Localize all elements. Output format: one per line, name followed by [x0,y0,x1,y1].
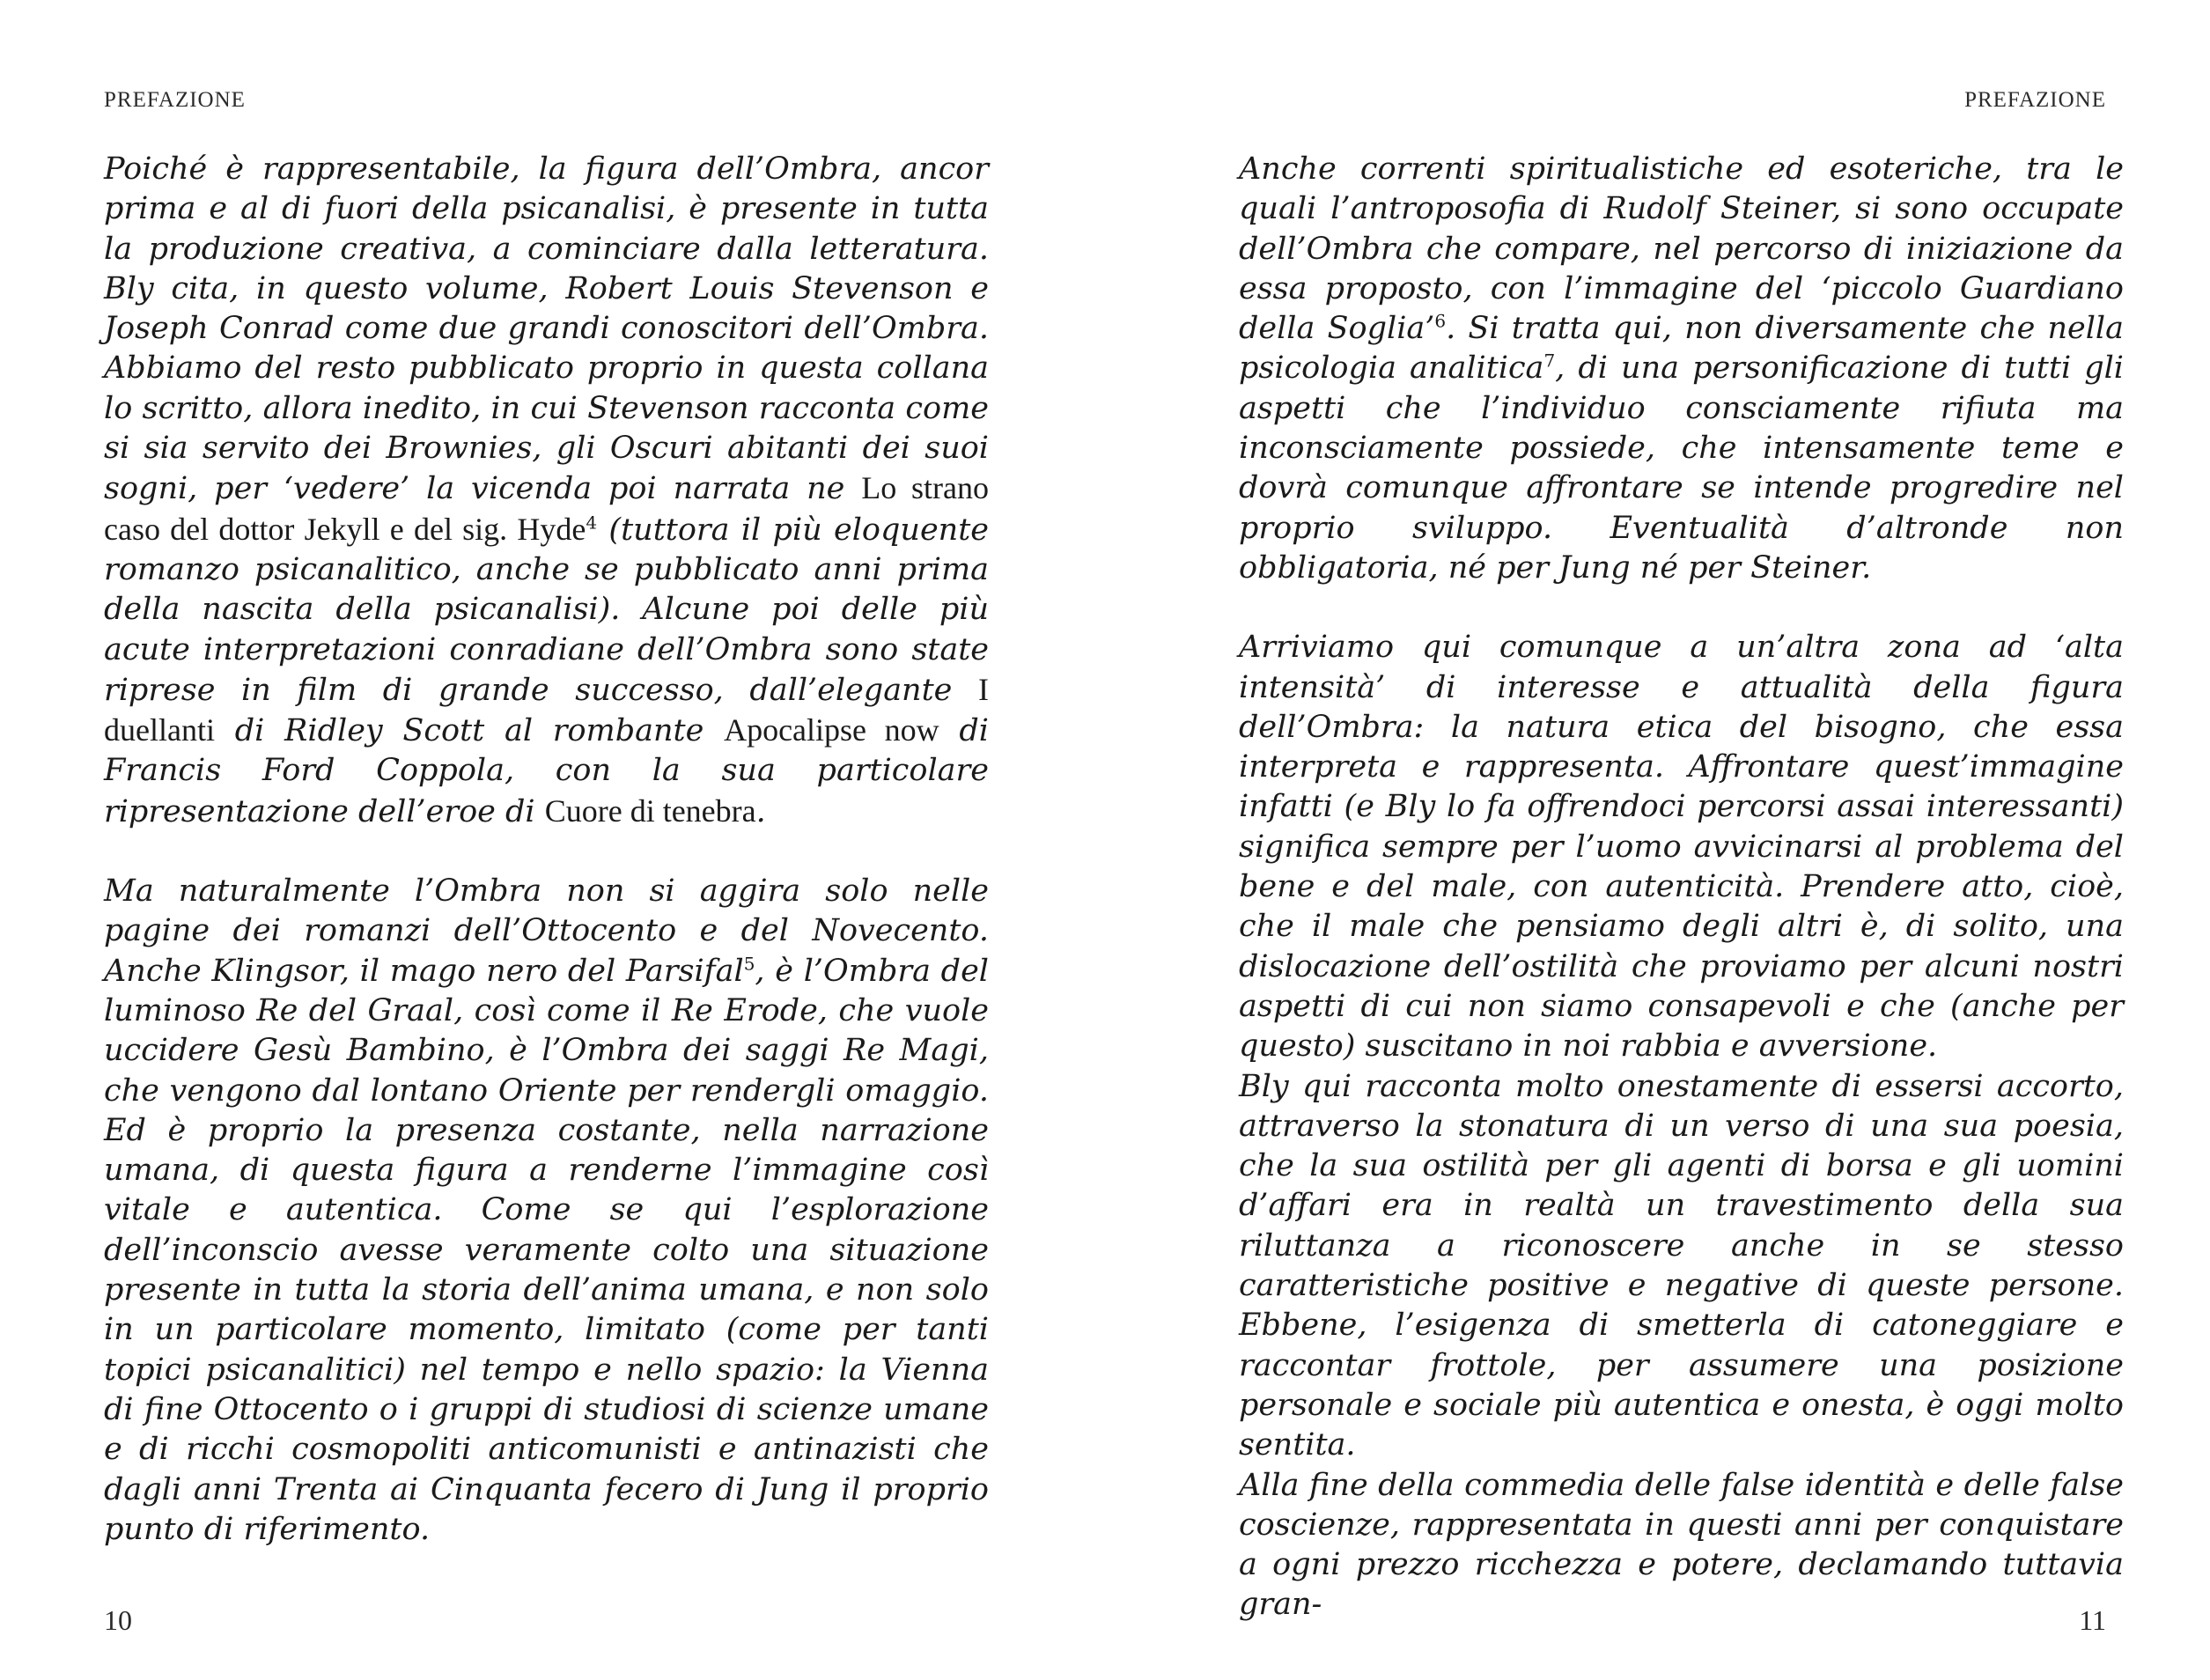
footnote-ref: 6 [1434,310,1447,332]
right-page [1105,0,2210,1680]
book-title: Cuore di tenebra [544,792,756,829]
paragraph [104,150,989,832]
text-run: di Ridley Scott al rombante [214,713,725,749]
book-title: Lo strano caso del dottor Jekyll e del sig. Hyde [104,470,990,547]
paragraph: Alla fine della commedia delle false identità e delle false coscienze, rappresentata in questi anni per conquistare a ogni prezzo ricchezza e potere, declamando tuttavia gran- [1239,1467,2124,1623]
page-body [104,150,989,1550]
footnote-ref: 4 [586,512,598,534]
paragraph [104,872,989,1550]
film-title: Apocalipse now [724,712,939,748]
text-run: Anche correnti spiritualistiche ed esoteriche, tra le quali l’antroposofia di Rudolf Steiner, si sono occupate dell’Ombra che compare, nel percorso di iniziazione da essa proposto, con l’immagine del ‘piccolo Guardiano della Soglia’ [1239,151,2124,347]
page-number: 10 [104,1604,132,1636]
paragraph: Bly qui racconta molto onestamente di essersi accorto, attraverso la stonatura di un verso di una sua poesia, che la sua ostilità per gli agenti di borsa e gli uomini d’affari era in realtà un travestimento della sua riluttanza a riconoscere anche in se stesso caratteristiche positive e negative di queste persone. Ebbene, l’esigenza di smetterla di catoneggiare e raccontar frottole, per assumere una posizione personale e sociale più autentica e onesta, è oggi molto sentita. [1239,1068,2124,1463]
text-run: di Francis Ford Coppola, con la sua particolare ripresentazione dell’eroe di [104,713,989,829]
text-run: , è l’Ombra del luminoso Re del Graal, così come il Re Erode, che vuole uccidere Gesù Bambino, è l’Ombra dei saggi Re Magi, che vengono dal lontano Oriente per rendergli omaggio. Ed è proprio la presenza costante, nella narrazione umana, di questa figura a renderne l’immagine così vitale e autentica. Come se qui l’esplorazione dell’inconscio avesse veramente colto una situazione presente in tutta la storia dell’anima umana, e non solo in un particolare momento, limitato (come per tanti topici psicanalitici) nel tempo e nello spazio: la Vienna di fine Ottocento o i gruppi di studiosi di scienze umane e di ricchi cosmopoliti anticomunisti e antinazisti che dagli anni Trenta ai Cinquanta fecero di Jung il proprio punto di riferimento. [104,953,989,1547]
footnote-ref: 5 [743,952,755,974]
paragraph: Arriviamo qui comunque a un’altra zona ad ‘alta intensità’ di interesse e attualità della figura dell’Ombra: la natura etica del bisogno, che essa interpreta e rappresenta. Affrontare quest’immagine infatti (e Bly lo fa offrendoci percorsi assai interessanti) significa sempre per l’uomo avvicinarsi al problema del bene e del male, con autenticità. Prendere atto, cioè, che il male che pensiamo degli altri è, di solito, una dislocazione dell’ostilità che proviamo per alcuni nostri aspetti di cui non siamo consapevoli e che (anche per questo) suscitano in noi rabbia e avversione. [1239,630,2124,1065]
text-run: Ma naturalmente l’Ombra non si aggira solo nelle pagine dei romanzi dell’Ottocento e del Novecento. Anche Klingsor, il mago nero del Parsifal [104,873,989,989]
page-body [1239,150,2124,1625]
running-head: PREFAZIONE [104,88,246,112]
text-run: (tuttora il più eloquente romanzo psicanalitico, anche se pubblicato anni prima della nascita della psicanalisi). Alcune poi delle più acute interpretazioni conradiane dell’Ombra sono state riprese in film di grande successo, dall’elegante [104,512,989,708]
page-number: 11 [2079,1604,2106,1636]
text-run: Poiché è rappresentabile, la figura dell’Ombra, ancor prima e al di fuori della psicanalisi, è presente in tutta la produzione creativa, a cominciare dalla letteratura. Bly cita, in questo volume, Robert Louis Stevenson e Joseph Conrad come due grandi conoscitori dell’Ombra. Abbiamo del resto pubblicato proprio in questa collana lo scritto, allora inedito, in cui Stevenson racconta come si sia servito dei Brownies, gli Oscuri abitanti dei suoi sogni, per ‘vedere’ la vicenda poi narrata ne [104,151,989,507]
film-title: I duellanti [104,671,989,748]
text-run: . Si tratta qui, non diversamente che nella psicologia analitica [1239,311,2124,387]
text-run: . [755,793,766,829]
paragraph [1239,150,2124,588]
footnote-ref: 7 [1543,350,1556,372]
text-run: , di una personificazione di tutti gli aspetti che l’individuo consciamente rifiuta ma inconsciamente possiede, che intensamente teme e dovrà comunque affrontare se intende progredire nel proprio sviluppo. Eventualità d’altronde non obbligatoria, né per Jung né per Steiner. [1239,350,2125,586]
running-head: PREFAZIONE [1964,88,2106,112]
